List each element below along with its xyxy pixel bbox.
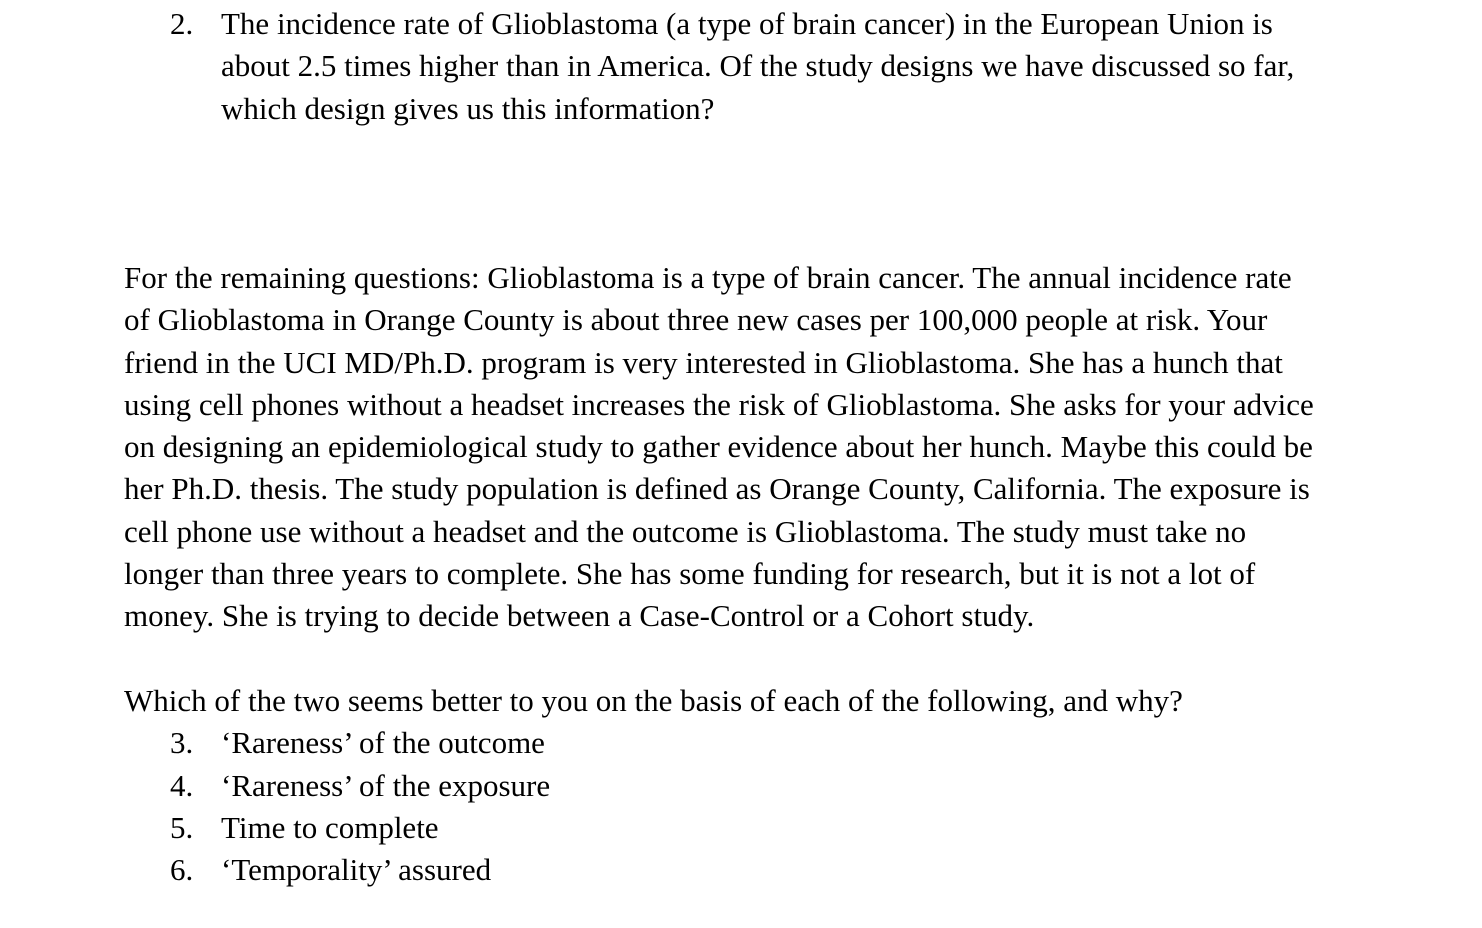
list-item-number: 4. <box>170 768 194 803</box>
list-item-number: 3. <box>170 725 194 760</box>
paragraph-line: on designing an epidemiological study to gather evidence about her hunch. Maybe this could be <box>124 429 1313 465</box>
list-item-text: Time to complete <box>221 810 439 845</box>
paragraph-line: of Glioblastoma in Orange County is about three new cases per 100,000 people at risk. Your <box>124 302 1268 338</box>
paragraph-line: For the remaining questions: Glioblastoma is a type of brain cancer. The annual incidence rate <box>124 260 1292 295</box>
prompt-text: Which of the two seems better to you on the basis of each of the following, and why? <box>124 683 1183 718</box>
list-item-number: 6. <box>170 852 194 887</box>
list-item-number: 5. <box>170 810 194 845</box>
prompt-paragraph <box>124 680 1424 722</box>
paragraph-line: her Ph.D. thesis. The study population is defined as Orange County, California. The exposure is <box>124 471 1310 507</box>
paragraph-line: friend in the UCI MD/Ph.D. program is very interested in Glioblastoma. She has a hunch that <box>124 344 1283 380</box>
paragraph-line: cell phone use without a headset and the outcome is Glioblastoma. The study must take no <box>124 513 1247 549</box>
list-item-text: ‘Temporality’ assured <box>221 852 492 887</box>
question-line: which design gives us this information? <box>221 90 715 126</box>
paragraph-line: longer than three years to complete. She has some funding for research, but it is not a lot of <box>124 556 1256 592</box>
paragraph-line: money. She is trying to decide between a Case-Control or a Cohort study. <box>124 598 1035 634</box>
question-line: The incidence rate of Glioblastoma (a type of brain cancer) in the European Union is <box>221 6 1273 41</box>
list-item-text: ‘Rareness’ of the exposure <box>221 768 551 803</box>
scenario-paragraph <box>124 257 1424 638</box>
paragraph-line: using cell phones without a headset increases the risk of Glioblastoma. She asks for your advice <box>124 386 1314 422</box>
list-item-text: ‘Rareness’ of the outcome <box>221 725 545 760</box>
question-line: about 2.5 times higher than in America. Of the study designs we have discussed so far, <box>221 48 1295 84</box>
question-text <box>221 3 1401 130</box>
question-number: 2. <box>170 6 194 41</box>
